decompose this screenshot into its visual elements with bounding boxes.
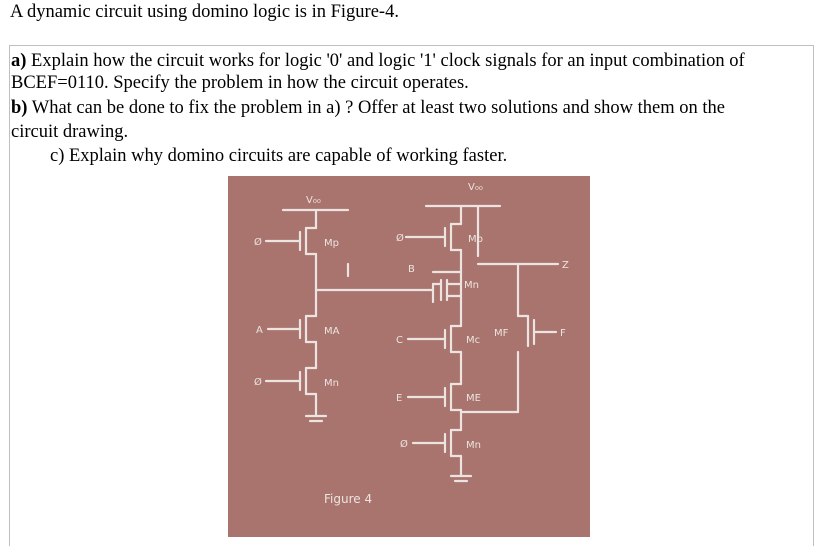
label-mn-left: Mn — [324, 378, 339, 389]
circuit-figure — [228, 176, 590, 537]
label-me: ME — [466, 393, 481, 404]
label-phi-4: Ø — [400, 439, 408, 450]
label-phi-2: Ø — [396, 233, 404, 244]
label-a: A — [256, 325, 263, 336]
question-a-line2: BCEF=0110. Specify the problem in how the circuit operates. — [11, 73, 469, 93]
problem-intro: A dynamic circuit using domino logic is in Figure-4. — [10, 2, 399, 22]
label-z: Z — [562, 260, 569, 271]
label-vdd-right: V₀₀ — [468, 182, 483, 193]
label-mn: Mn — [464, 280, 479, 291]
label-ma: MA — [324, 326, 340, 337]
question-a-line1 — [11, 50, 745, 72]
label-f: F — [560, 328, 566, 339]
question-b-line1 — [11, 97, 725, 119]
label-c: C — [396, 335, 403, 346]
label-mc: Mc — [466, 335, 481, 346]
label-phi-1: Ø — [254, 237, 262, 248]
figure-shading — [228, 176, 590, 537]
label-vdd-left: V₀₀ — [306, 195, 321, 206]
question-b-text1: What can be done to fix the problem in a) ? Offer at least two solutions and show them on the — [27, 98, 725, 118]
figure-caption: Figure 4 — [324, 492, 373, 506]
question-b-line2: circuit drawing. — [11, 122, 129, 142]
label-mn-bottom: Mn — [466, 440, 481, 451]
question-a-label: a) — [11, 51, 27, 71]
label-e: E — [396, 393, 403, 404]
label-mp-left: Mp — [324, 238, 339, 249]
question-c-line: c) Explain why domino circuits are capable of working faster. — [50, 146, 508, 166]
label-mp-right: Mp — [468, 234, 483, 245]
label-mf: MF — [494, 328, 509, 339]
question-b-label: b) — [11, 98, 28, 118]
question-a-text1: Explain how the circuit works for logic '0' and logic '1' clock signals for an input combination of — [26, 51, 745, 71]
label-b: B — [408, 264, 415, 275]
label-phi-3: Ø — [254, 377, 262, 388]
